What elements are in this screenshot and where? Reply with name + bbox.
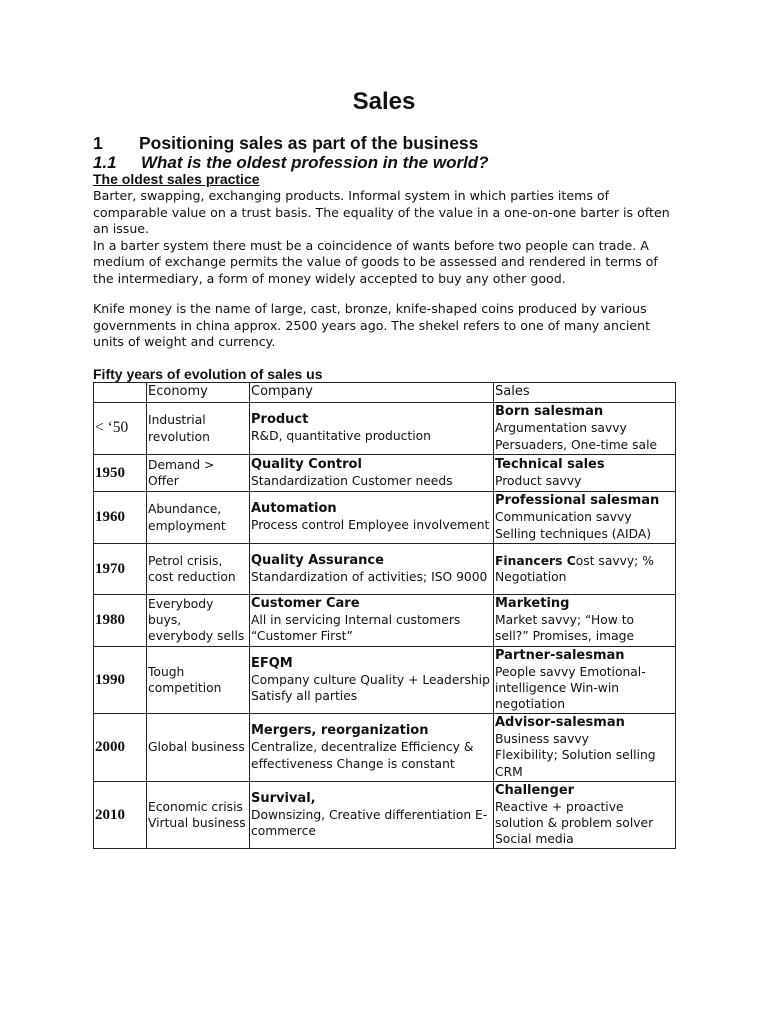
economy-cell: Demand > Offer [147, 455, 250, 492]
sales-description: Market savvy; “How to sell?” Promises, image [495, 613, 635, 644]
year-cell: < ‘50 [94, 403, 147, 455]
company-cell [250, 403, 494, 455]
economy-cell: Global business [147, 714, 250, 782]
section-number: 1 [93, 133, 103, 153]
sales-cell [494, 492, 676, 544]
table-row [94, 544, 676, 595]
company-description: Standardization Customer needs [251, 473, 453, 488]
sales-cell [494, 455, 676, 492]
sales-description: People savvy Emotional- intelligence Win-win negotiation [495, 664, 646, 712]
sales-description: Business savvy Flexibility; Solution selling CRM [495, 732, 656, 779]
year-cell: 1950 [94, 455, 147, 492]
economy-cell: Tough competition [147, 646, 250, 714]
table-caption: Fifty years of evolution of sales us [93, 366, 323, 382]
year-cell: 1960 [94, 492, 147, 544]
company-heading: Automation [251, 501, 337, 517]
company-heading: Customer Care [251, 596, 360, 612]
table-row [94, 455, 676, 492]
company-cell [250, 646, 494, 714]
company-description: R&D, quantitative production [251, 429, 431, 444]
company-description: Company culture Quality + Leadership Satisfy all parties [251, 672, 490, 703]
sales-heading: Technical sales [495, 456, 605, 472]
table-row [94, 403, 676, 455]
company-heading: Quality Assurance [251, 552, 384, 568]
paragraph-knife-money: Knife money is the name of large, cast, bronze, knife-shaped coins produced by various governments in china approx. 2500 years ago. The shekel refers to one of many ancient units of weight and currency. [93, 301, 651, 350]
company-description: Downsizing, Creative differentiation E- commerce [251, 807, 488, 839]
economy-cell: Everybody buys, everybody sells [147, 595, 250, 647]
sales-description: Argumentation savvy Persuaders, One-time sale [495, 421, 658, 452]
header-economy: Economy [147, 383, 250, 403]
paragraph-barter: Barter, swapping, exchanging products. Informal system in which parties items of comparable value on a trust basis. The equality of the value in a one-on-one barter is often an issue. In a barter system there must be a coincidence of wants before two people can trade. A medium of exchange permits the value of goods to be assessed and rendered in terms of the intermediary, a form of money widely accepted to buy any other good. [93, 188, 670, 286]
company-cell [250, 781, 494, 849]
sales-cell [494, 714, 676, 782]
sales-heading: Challenger [495, 782, 575, 798]
company-heading: Product [251, 412, 309, 428]
section-heading [93, 133, 478, 154]
economy-cell: Industrial revolution [147, 403, 250, 455]
table-header-row [94, 383, 676, 403]
company-cell [250, 544, 494, 595]
year-cell: 1970 [94, 544, 147, 595]
year-cell: 1980 [94, 595, 147, 647]
document-title: Sales [352, 88, 416, 115]
subsection-heading [93, 153, 489, 173]
year-cell: 2000 [94, 714, 147, 782]
section-title: Positioning sales as part of the business [139, 133, 479, 153]
company-description: Centralize, decentralize Efficiency & effectiveness Change is constant [251, 740, 474, 771]
sales-heading: Professional salesman [495, 493, 660, 509]
company-heading: Mergers, reorganization [251, 723, 429, 739]
table-row [94, 595, 676, 647]
company-cell [250, 492, 494, 544]
sales-cell [494, 403, 676, 455]
sales-heading: Partner-salesman [495, 647, 625, 663]
sales-description: Communication savvy Selling techniques (AIDA) [495, 510, 652, 541]
sales-heading: Marketing [495, 596, 570, 612]
sales-cell [494, 595, 676, 647]
company-description: Process control Employee involvement [251, 518, 490, 533]
table-row [94, 492, 676, 544]
header-company: Company [250, 383, 494, 403]
year-cell: 1990 [94, 646, 147, 714]
sales-heading: Born salesman [495, 404, 604, 420]
table-row [94, 646, 676, 714]
sales-description: Reactive + proactive solution & problem solver Social media [495, 799, 654, 847]
economy-cell: Economic crisis Virtual business [147, 781, 250, 849]
company-heading: Quality Control [251, 456, 362, 472]
company-heading: EFQM [251, 655, 293, 671]
sales-heading: Financers C [495, 553, 576, 568]
table-row [94, 781, 676, 849]
year-cell: 2010 [94, 781, 147, 849]
header-sales: Sales [494, 383, 676, 403]
subheading: The oldest sales practice [93, 171, 260, 187]
company-cell [250, 595, 494, 647]
sales-evolution-table [93, 382, 676, 849]
company-description: All in servicing Internal customers “Customer First” [251, 613, 461, 644]
sales-description: Product savvy [495, 473, 582, 488]
company-description: Standardization of activities; ISO 9000 [251, 569, 488, 584]
subsection-number: 1.1 [93, 153, 117, 172]
table-row [94, 714, 676, 782]
sales-cell [494, 646, 676, 714]
header-year [94, 383, 147, 403]
sales-cell [494, 544, 676, 595]
economy-cell: Petrol crisis, cost reduction [147, 544, 250, 595]
economy-cell: Abundance, employment [147, 492, 250, 544]
company-heading: Survival, [251, 790, 316, 806]
sales-heading: Advisor-salesman [495, 715, 625, 731]
company-cell [250, 455, 494, 492]
subsection-title: What is the oldest profession in the world? [141, 153, 489, 172]
sales-cell [494, 781, 676, 849]
sales-description: ost savvy; % Negotiation [495, 553, 654, 584]
company-cell [250, 714, 494, 782]
